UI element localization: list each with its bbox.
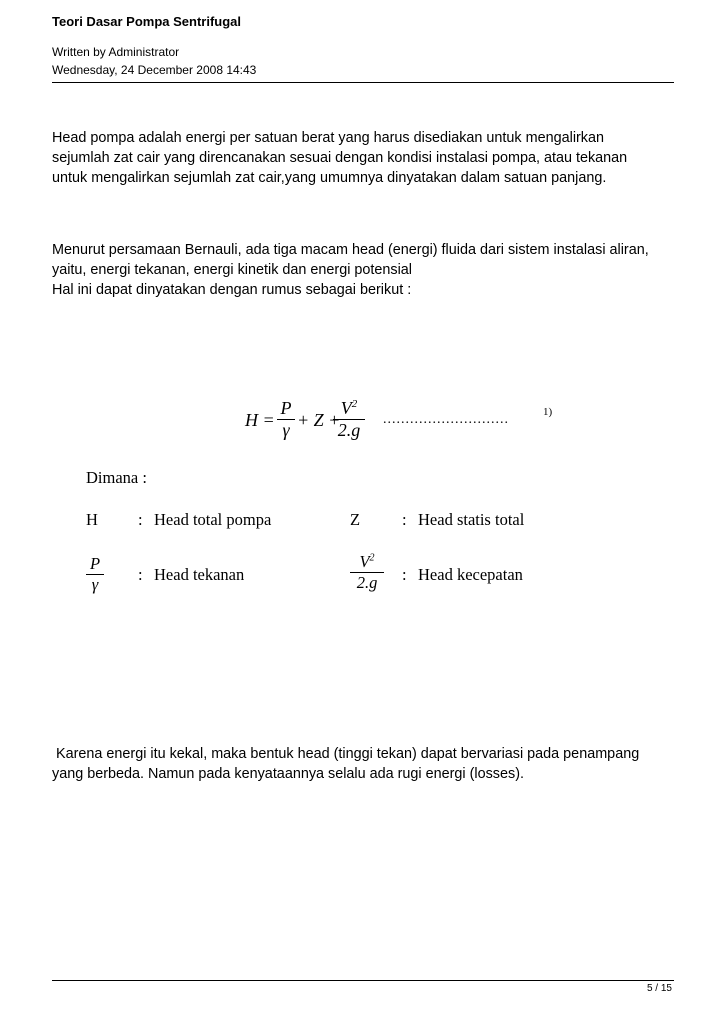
legend-desc-z: Head statis total <box>418 510 525 529</box>
legend-heading: Dimana : <box>86 468 147 487</box>
date-line: Wednesday, 24 December 2008 14:43 <box>52 63 257 77</box>
legend-symbol-z: Z <box>350 510 361 529</box>
fraction-numerator <box>350 552 384 572</box>
v-symbol: V <box>359 552 370 571</box>
legend-fraction-v-2g <box>350 552 384 593</box>
legend-colon: : <box>138 510 143 529</box>
v-symbol: V <box>340 398 352 418</box>
fraction-numerator <box>333 398 365 419</box>
header-rule <box>52 82 674 83</box>
document-title: Teori Dasar Pompa Sentrifugal <box>52 14 242 29</box>
paragraph-head-pompa <box>52 128 692 188</box>
author-line: Written by Administrator <box>52 45 180 59</box>
paragraph-line: sejumlah zat cair yang direncanakan sesuai dengan kondisi instalasi pompa, atau tekanan <box>52 150 628 166</box>
bernoulli-equation <box>245 398 565 458</box>
fraction-numerator: P <box>280 398 292 418</box>
v-exponent: 2 <box>351 398 358 410</box>
paragraph-line: Hal ini dapat dinyatakan dengan rumus sebagai berikut : <box>52 282 412 298</box>
equation-dots: ............................ <box>383 412 509 427</box>
legend-fraction-p-gamma <box>86 554 104 595</box>
fraction-numerator: P <box>89 554 101 573</box>
paragraph-line: Menurut persamaan Bernauli, ada tiga macam head (energi) fluida dari sistem instalasi aliran, <box>52 242 649 258</box>
paragraph-karena <box>52 744 692 784</box>
legend-symbol-h: H <box>86 510 98 529</box>
paragraph-line: yang berbeda. Namun pada kenyataannya selalu ada rugi energi (losses). <box>52 766 524 782</box>
fraction-denominator: 2.g <box>337 420 361 440</box>
fraction-p-gamma <box>277 398 295 441</box>
legend-desc-velocity: Head kecepatan <box>418 565 523 584</box>
fraction-v-2g <box>333 398 365 441</box>
footer-rule <box>52 980 674 981</box>
page-number: 5 / 15 <box>646 983 672 994</box>
fraction-denominator: γ <box>282 420 290 440</box>
fraction-denominator: γ <box>91 575 99 594</box>
legend-colon: : <box>402 565 407 584</box>
paragraph-line: Karena energi itu kekal, maka bentuk head (tinggi tekan) dapat bervariasi pada penampang <box>52 746 640 762</box>
legend-colon: : <box>402 510 407 529</box>
fraction-denominator: 2.g <box>356 573 378 592</box>
legend-colon: : <box>138 565 143 584</box>
legend-desc-h: Head total pompa <box>154 510 272 529</box>
paragraph-line: untuk mengalirkan sejumlah zat cair,yang umumnya dinyatakan dalam satuan panjang. <box>52 170 607 186</box>
paragraph-line: yaitu, energi tekanan, energi kinetik dan energi potensial <box>52 262 413 278</box>
equation-lhs: H = <box>245 410 275 430</box>
legend-desc-pressure: Head tekanan <box>154 565 245 584</box>
symbol-legend <box>86 468 586 608</box>
v-exponent: 2 <box>369 552 375 564</box>
equation-reference: 1) <box>543 406 553 418</box>
equation-plus-z: + Z + <box>297 410 341 430</box>
paragraph-line: Head pompa adalah energi per satuan berat yang harus disediakan untuk mengalirkan <box>52 130 605 146</box>
paragraph-bernauli <box>52 240 692 300</box>
